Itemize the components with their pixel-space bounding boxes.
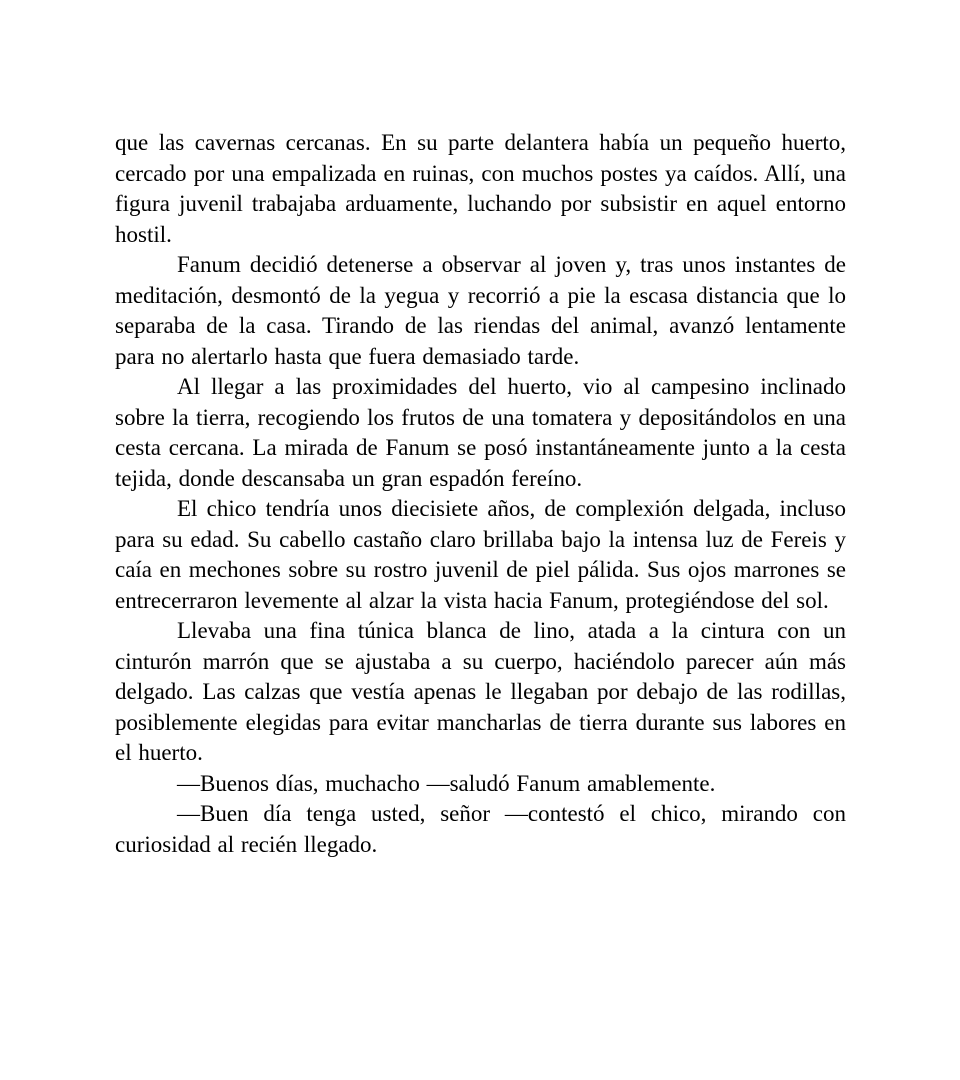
- paragraph: El chico tendría unos diecisiete años, de complexión delgada, incluso para su edad. Su cabello castaño claro brillaba bajo la intensa luz de Fereis y caía en mechones sobre su rostro juvenil de piel pálida. Sus ojos marrones se entrecerraron levemente al alzar la vista hacia Fanum, protegiéndose del sol.: [115, 496, 846, 613]
- paragraph: Fanum decidió detenerse a observar al joven y, tras unos instantes de meditación, desmontó de la yegua y recorrió a pie la escasa distancia que lo separaba de la casa. Tirando de las riendas del animal, avanzó lentamente para no alertarlo hasta que fuera demasiado tarde.: [115, 252, 846, 369]
- paragraph: Al llegar a las proximidades del huerto, vio al campesino inclinado sobre la tierra, recogiendo los frutos de una tomatera y depositándolos en una cesta cercana. La mirada de Fanum se posó instantáneamente junto a la cesta tejida, donde descansaba un gran espadón fereíno.: [115, 374, 846, 491]
- paragraph: Llevaba una fina túnica blanca de lino, atada a la cintura con un cinturón marrón que se ajustaba a su cuerpo, haciéndolo parecer aún más delgado. Las calzas que vestía apenas le llegaban por debajo de las rodillas, posiblemente elegidas para evitar mancharlas de tierra durante sus labores en el huerto.: [115, 618, 846, 765]
- paragraph-continuation: que las cavernas cercanas. En su parte delantera había un pequeño huerto, cercado por una empalizada en ruinas, con muchos postes ya caídos. Allí, una figura juvenil trabajaba arduamente, luchando por subsistir en aquel entorno hostil.: [115, 130, 846, 247]
- dialogue-line: —Buen día tenga usted, señor —contestó el chico, mirando con curiosidad al recién llegado.: [115, 801, 846, 857]
- dialogue-line: —Buenos días, muchacho —saludó Fanum amablemente.: [177, 770, 716, 796]
